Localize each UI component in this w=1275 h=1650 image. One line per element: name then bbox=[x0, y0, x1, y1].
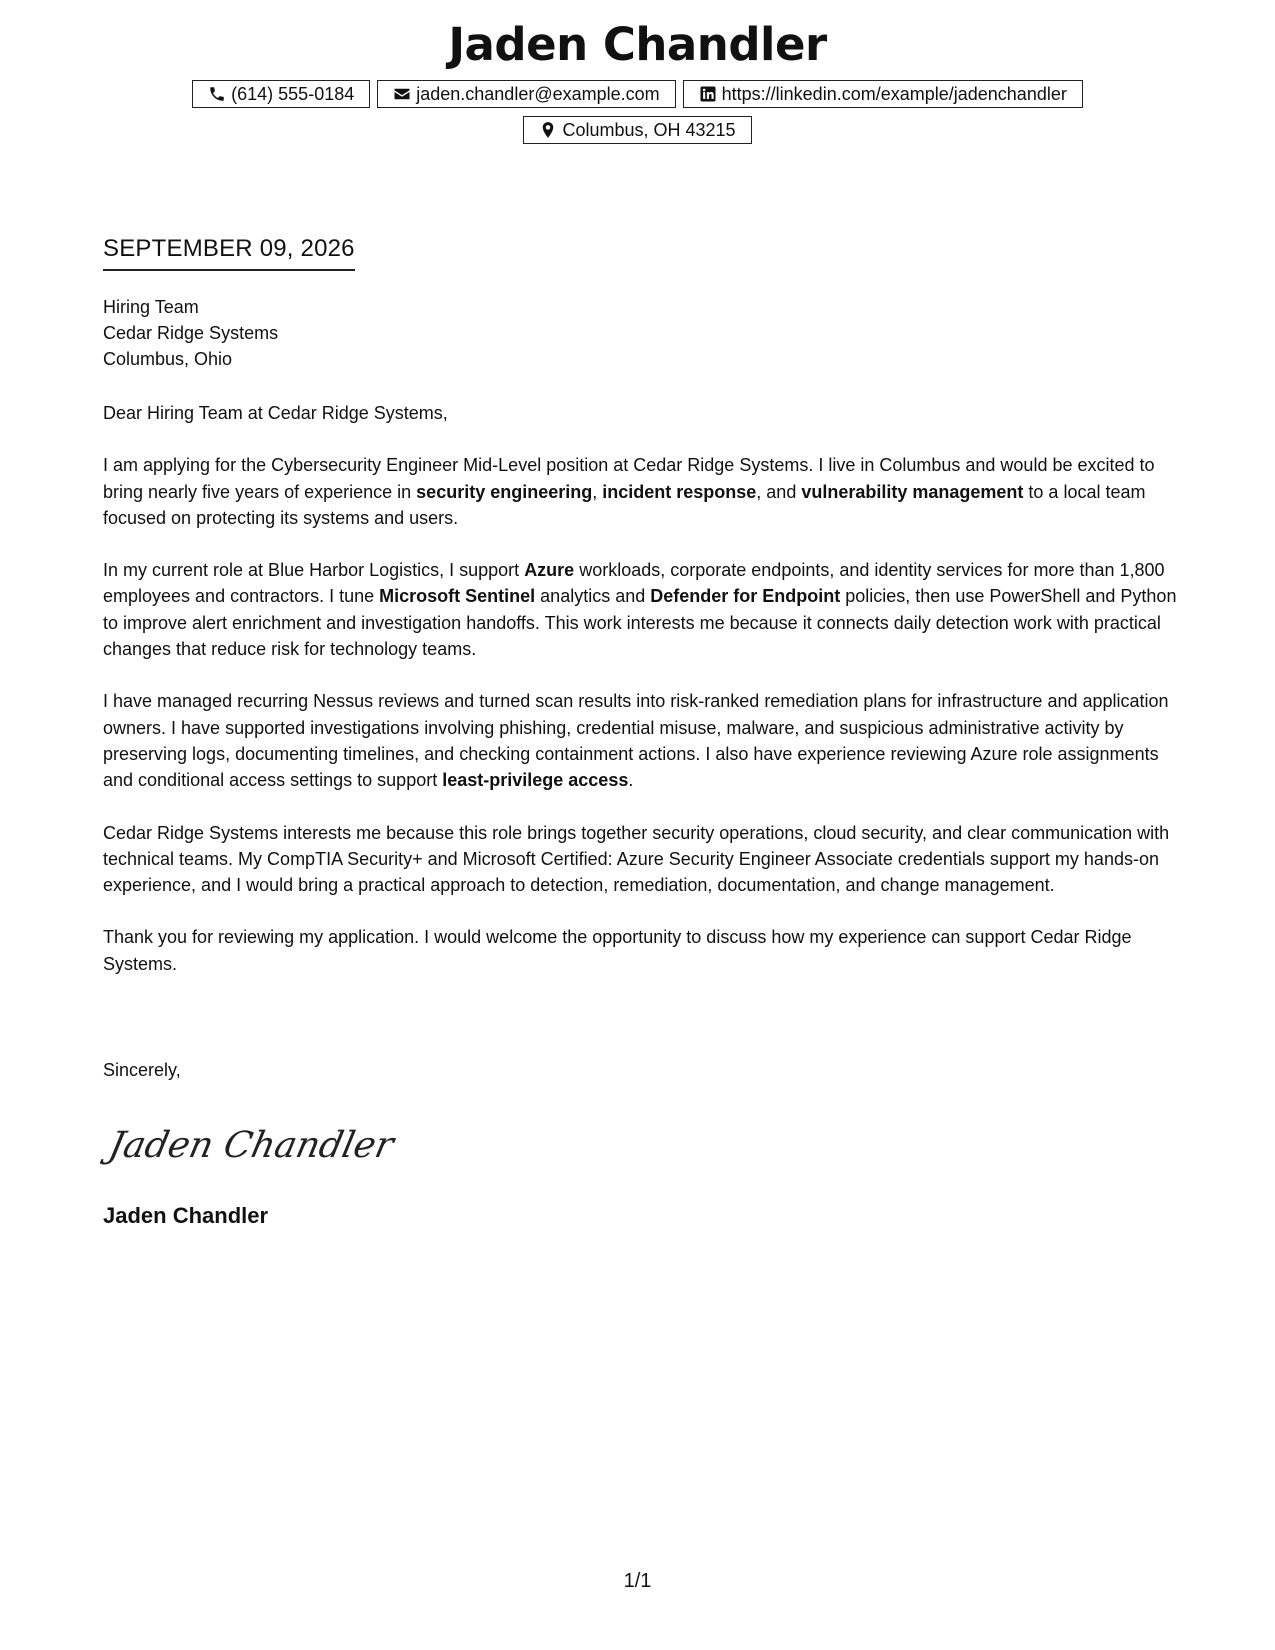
signer-name: Jaden Chandler bbox=[103, 1203, 269, 1228]
body-paragraph bbox=[103, 557, 1178, 662]
emphasis-text: vulnerability management bbox=[801, 481, 1024, 502]
phone-link[interactable] bbox=[192, 80, 370, 108]
svg-text:Jaden Chandler: Jaden Chandler bbox=[105, 1123, 398, 1166]
emphasis-text: security engineering bbox=[416, 481, 593, 502]
body-paragraph bbox=[103, 452, 1178, 531]
paragraph-text: policies, then use PowerShell and Python to improve alert enrichment and investigation handoffs. This work interests me because it connects daily detection work with practical changes that reduce risk for technology teams. bbox=[103, 586, 1177, 660]
paragraph-text: Cedar Ridge Systems interests me because this role brings together security operations, cloud security, and clear communication with technical teams. My CompTIA Security+ and Microsoft Certified: Azure Security Engineer Associate credentials support my hands-on experience, and I would bring a practical approach to detection, remediation, documentation, and change management. bbox=[103, 822, 1170, 896]
paragraph-text: Thank you for reviewing my application. I would welcome the opportunity to discuss how my experience can support Cedar Ridge Systems. bbox=[103, 927, 1132, 974]
paragraph-text: , bbox=[592, 481, 603, 502]
linkedin-link[interactable] bbox=[683, 80, 1083, 108]
email-link[interactable] bbox=[377, 80, 675, 108]
paragraph-text: analytics and bbox=[535, 586, 651, 607]
salutation: Dear Hiring Team at Cedar Ridge Systems, bbox=[103, 403, 448, 423]
body-paragraphs bbox=[103, 452, 1178, 977]
emphasis-text: least-privilege access bbox=[442, 770, 629, 791]
recipient-line: Columbus, Ohio bbox=[103, 349, 233, 369]
envelope-icon bbox=[393, 85, 411, 103]
location-link[interactable] bbox=[523, 116, 751, 144]
signature-image bbox=[105, 1115, 398, 1175]
emphasis-text: Defender for Endpoint bbox=[650, 586, 841, 607]
paragraph-text: to a local team focused on protecting its systems and users. bbox=[103, 481, 1146, 528]
body-paragraph bbox=[103, 820, 1178, 899]
contact-bar bbox=[150, 80, 1125, 144]
linkedin-text: https://linkedin.com/example/jadenchandler bbox=[721, 83, 1067, 104]
page-number: 1/1 bbox=[623, 1570, 652, 1592]
location-text: Columbus, OH 43215 bbox=[562, 119, 736, 140]
paragraph-text: In my current role at Blue Harbor Logistics, I support bbox=[103, 560, 525, 581]
letter-date: SEPTEMBER 09, 2026 bbox=[103, 235, 355, 271]
applicant-name: Jaden Chandler bbox=[448, 18, 827, 71]
linkedin-icon bbox=[699, 85, 717, 103]
paragraph-text: I have managed recurring Nessus reviews and turned scan results into risk-ranked remediation plans for infrastructure and application owners. I have supported investigations involving phishing, credential misuse, malware, and suspicious administrative activity by preserving logs, documenting timelines, and checking containment actions. I also have experience reviewing Azure role assignments and conditional access settings to support bbox=[103, 691, 1169, 791]
emphasis-text: Microsoft Sentinel bbox=[379, 586, 536, 607]
letter-body bbox=[103, 400, 1178, 1003]
paragraph-text: , and bbox=[756, 481, 802, 502]
paragraph-text: . bbox=[628, 770, 634, 791]
emphasis-text: Azure bbox=[524, 560, 575, 581]
recipient-line: Cedar Ridge Systems bbox=[103, 323, 279, 343]
recipient-block bbox=[103, 294, 278, 372]
body-paragraph bbox=[103, 924, 1178, 977]
emphasis-text: incident response bbox=[602, 481, 757, 502]
phone-text: (614) 555-0184 bbox=[231, 83, 355, 104]
body-paragraph bbox=[103, 688, 1178, 793]
paragraph-text: I am applying for the Cybersecurity Engineer Mid-Level position at Cedar Ridge Systems. I live in Columbus and would be excited to bring nearly five years of experience in bbox=[103, 455, 1155, 502]
map-marker-icon bbox=[539, 121, 557, 139]
email-text: jaden.chandler@example.com bbox=[416, 83, 660, 104]
paragraph-text: workloads, corporate endpoints, and identity services for more than 1,800 employees and contractors. I tune bbox=[103, 560, 1165, 607]
recipient-line: Hiring Team bbox=[103, 297, 199, 317]
phone-icon bbox=[208, 85, 226, 103]
closing: Sincerely, bbox=[103, 1060, 181, 1080]
